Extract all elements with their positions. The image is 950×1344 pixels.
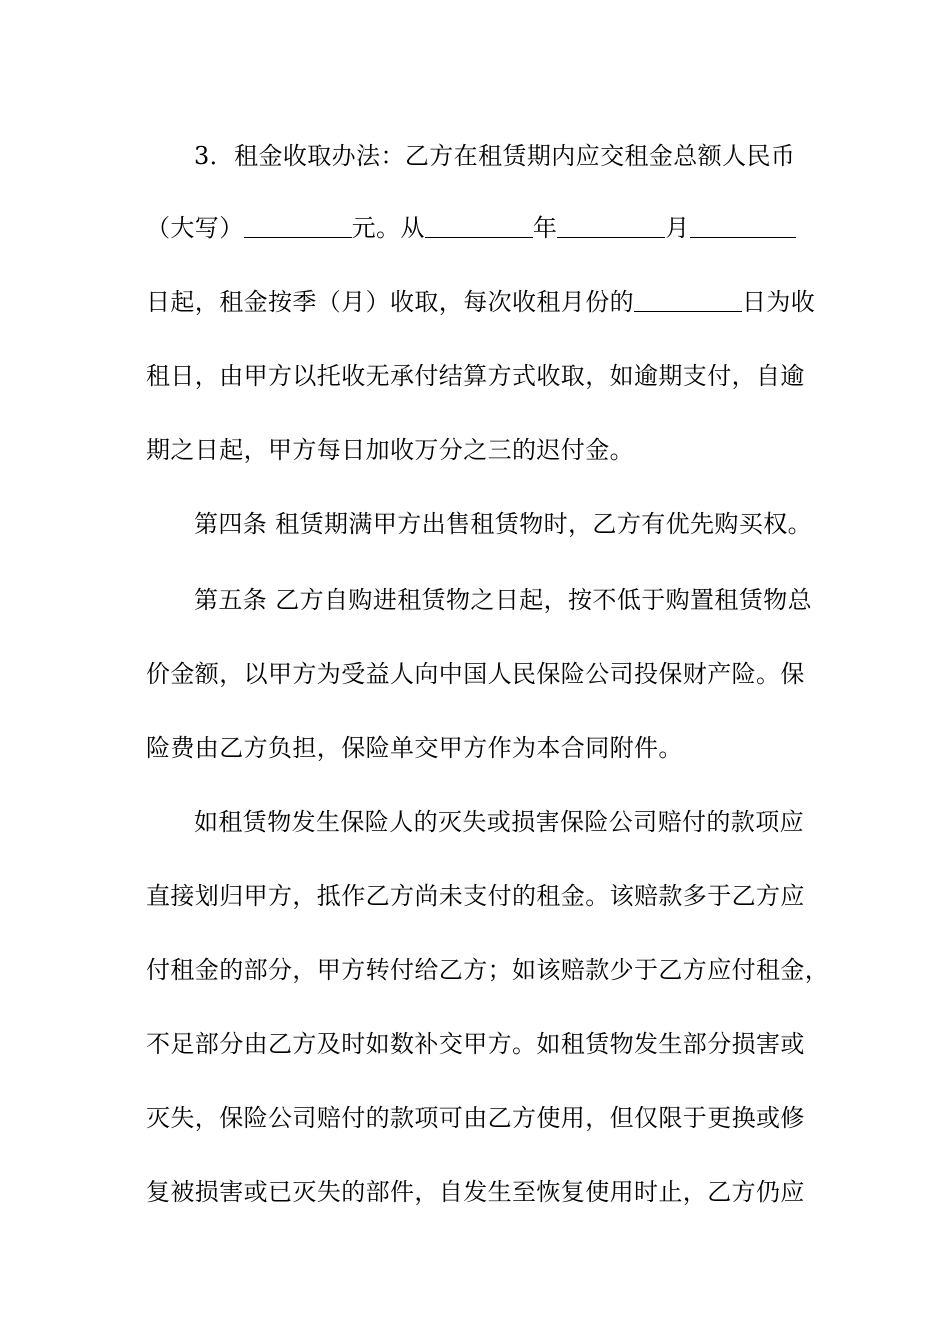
text-fragment: 3．租金收取办法：乙方在租赁期内应交租金总额人民币 (194, 142, 796, 170)
text-line (146, 1098, 818, 1138)
text-fragment: 不足部分由乙方及时如数补交甲方。如租赁物发生部分损害或 (146, 1030, 805, 1058)
text-fragment: 第五条 乙方自购进租赁物之日起，按不低于购置租赁物总 (194, 586, 813, 614)
blank-field-collection-day (634, 285, 742, 312)
blank-field-month (557, 211, 665, 238)
text-line-collection (146, 282, 818, 322)
text-fragment: 如租赁物发生保险人的灭失或损害保险公司赔付的款项应 (194, 808, 804, 836)
text-line (146, 876, 818, 916)
text-fragment: 灭失，保险公司赔付的款项可由乙方使用，但仅限于更换或修 (146, 1104, 805, 1132)
text-fragment: （大写） (146, 214, 244, 242)
blank-field-amount (244, 211, 352, 238)
text-fragment: 复被损害或已灭失的部件，自发生至恢复使用时止，乙方仍应 (146, 1178, 805, 1206)
text-line (146, 950, 830, 990)
text-fragment: 年 (532, 214, 558, 242)
text-line (146, 728, 818, 768)
text-fragment: 期之日起，甲方每日加收万分之三的迟付金。 (146, 436, 634, 464)
text-fragment: 月 (665, 214, 690, 242)
text-fragment: 险费由乙方负担，保险单交甲方作为本合同附件。 (146, 734, 683, 762)
paragraph-insurance (194, 802, 866, 842)
blank-field-day (690, 211, 796, 238)
text-line (146, 654, 818, 694)
text-fragment: 价金额，以甲方为受益人向中国人民保险公司投保财产险。保 (146, 660, 805, 688)
article-5 (194, 580, 866, 620)
text-line (146, 1024, 818, 1064)
text-fragment: 第四条 租赁期满甲方出售租赁物时，乙方有优先购买权。 (194, 510, 813, 538)
text-fragment: 租日，由甲方以托收无承付结算方式收取，如逾期支付，自逾 (146, 362, 805, 390)
text-fragment: 付租金的部分，甲方转付给乙方；如该赔款少于乙方应付租金， (146, 956, 830, 984)
text-line-amount (146, 208, 818, 248)
text-fragment: 直接划归甲方，抵作乙方尚未支付的租金。该赔款多于乙方应 (146, 882, 805, 910)
article-4 (194, 504, 866, 544)
text-line (146, 1172, 818, 1212)
text-fragment: 日为收 (742, 288, 816, 316)
text-fragment: 日起，租金按季（月）收取，每次收租月份的 (146, 288, 634, 316)
text-line (146, 430, 818, 470)
text-fragment: 元。从 (351, 214, 425, 242)
text-line-rent-method (194, 136, 866, 176)
text-line (146, 356, 818, 396)
blank-field-year (425, 211, 533, 238)
